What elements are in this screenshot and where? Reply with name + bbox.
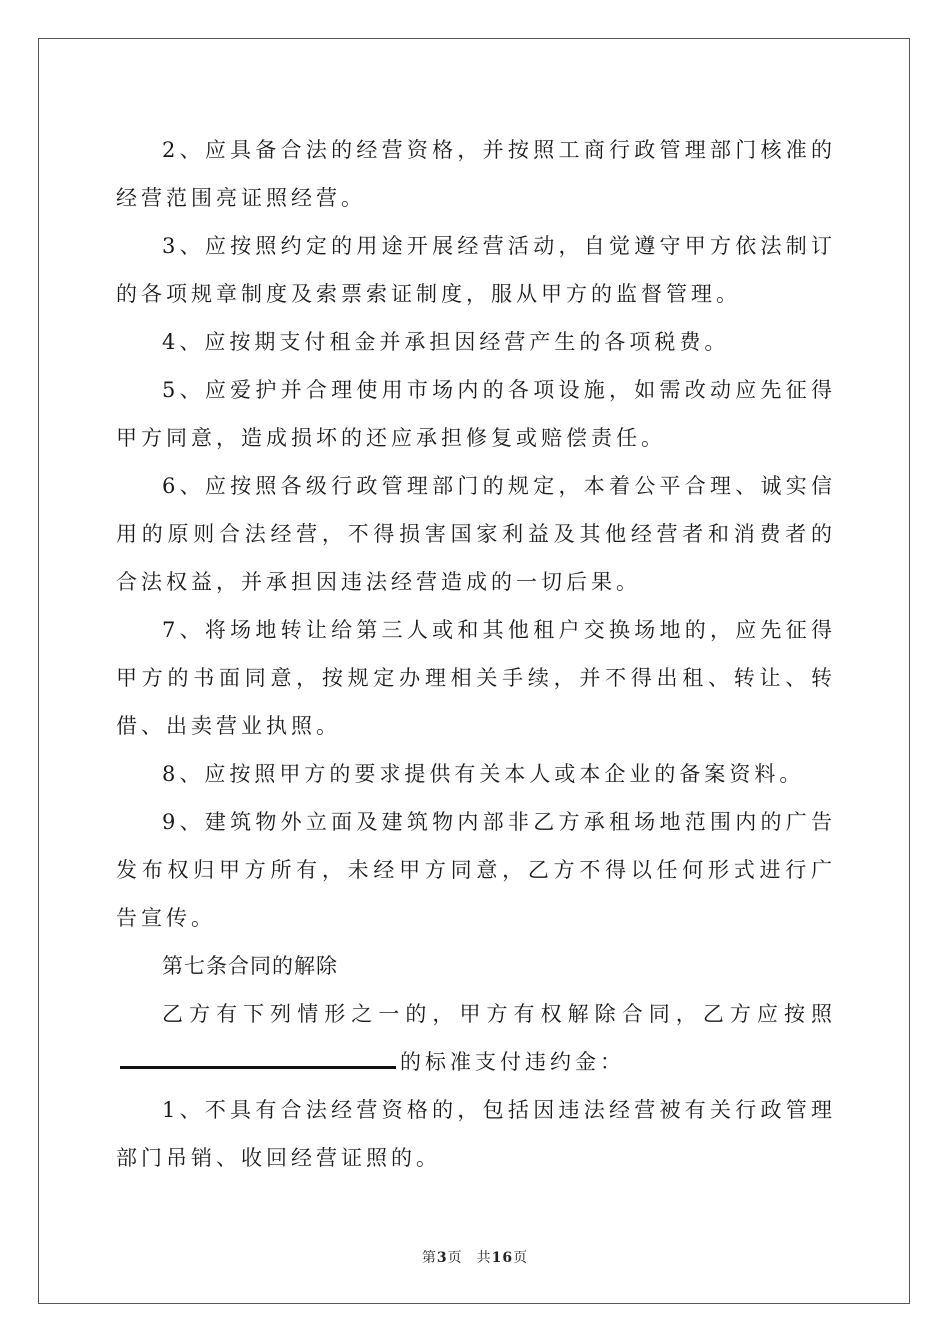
clause-paragraph: 4、应按期支付租金并承担因经营产生的各项税费。	[162, 330, 730, 354]
termination-intro	[116, 990, 836, 1086]
clause-paragraph: 7、将场地转让给第三人或和其他租户交换场地的，应先征得甲方的书面同意，按规定办理相关手续，并不得出租、转让、转借、出卖营业执照。	[116, 618, 836, 738]
clause-paragraph: 9、建筑物外立面及建筑物内部非乙方承租场地范围内的广告发布权归甲方所有，未经甲方同意，乙方不得以任何形式进行广告宣传。	[116, 810, 836, 930]
clause-paragraph: 8、应按照甲方的要求提供有关本人或本企业的备案资料。	[162, 762, 805, 786]
document-body	[116, 126, 836, 1182]
page-footer	[0, 1247, 950, 1267]
clause-paragraph: 3、应按照约定的用途开展经营活动，自觉遵守甲方依法制订的各项规章制度及索票索证制度，服从甲方的监督管理。	[116, 234, 836, 306]
termination-item: 1、不具有合法经营资格的，包括因违法经营被有关行政管理部门吊销、收回经营证照的。	[116, 1098, 836, 1170]
total-suffix: 页	[513, 1250, 529, 1266]
total-prefix: 共	[476, 1250, 492, 1266]
page-prefix: 第	[421, 1250, 437, 1266]
page-number: 3	[436, 1250, 448, 1266]
page-suffix: 页	[447, 1250, 463, 1266]
termination-intro-suffix: 的标准支付违约金：	[400, 1050, 625, 1074]
section-heading: 第七条合同的解除	[162, 954, 338, 978]
clause-paragraph: 5、应爱护并合理使用市场内的各项设施，如需改动应先征得甲方同意，造成损坏的还应承担修复或赔偿责任。	[116, 378, 836, 450]
clause-paragraph: 2、应具备合法的经营资格，并按照工商行政管理部门核准的经营范围亮证照经营。	[116, 138, 836, 210]
fill-in-blank	[120, 1050, 186, 1069]
total-pages: 16	[491, 1250, 514, 1266]
clause-paragraph: 6、应按照各级行政管理部门的规定，本着公平合理、诚实信用的原则合法经营，不得损害国家利益及其他经营者和消费者的合法权益，并承担因违法经营造成的一切后果。	[116, 474, 836, 594]
fill-in-blank	[186, 1050, 396, 1069]
termination-intro-text: 乙方有下列情形之一的，甲方有权解除合同，乙方应按照	[162, 1002, 836, 1026]
